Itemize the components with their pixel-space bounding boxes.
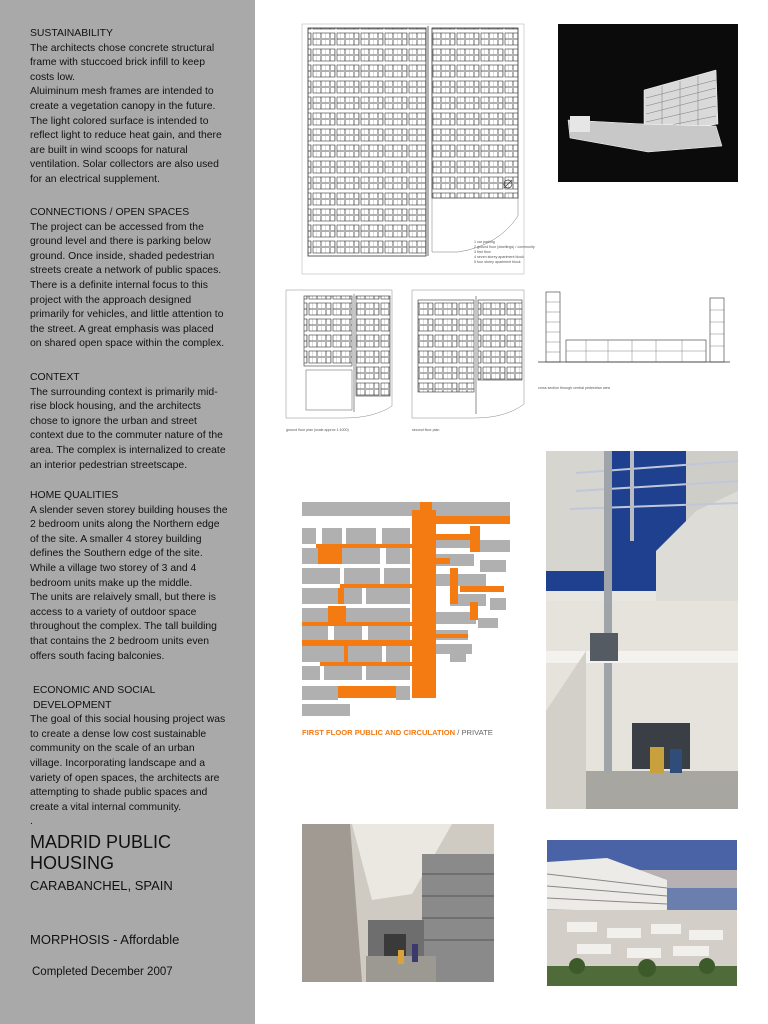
project-completed: Completed December 2007 (32, 966, 173, 978)
public-private-diagram (300, 498, 514, 744)
diagram-svg (300, 498, 514, 720)
economic-dot: . (30, 816, 33, 828)
caption-separator: / (455, 728, 462, 737)
street-photo (302, 824, 494, 982)
home-qualities-section (30, 489, 228, 664)
sidebar-panel (0, 0, 255, 1024)
caption-private: PRIVATE (461, 728, 493, 737)
sustainability-text-2: Aluiminum mesh frames are intended to create a vegetation canopy in the future. The light colored surface is intended to reflect light to reduce heat gain, and there are built in wind scoops for natural ventilation. Solar collectors are also used for an electrical supplement. (30, 86, 222, 185)
connections-section (30, 206, 228, 352)
ground-floor-caption: ground floor plan (scale approx 1:1000) (286, 428, 349, 432)
section-drawing (536, 284, 732, 396)
home-qualities-text-2: The units are relaively small, but there is access to a variety of outdoor space throughout the complex. The tall building that contains the 2 bedroom units even offers south facing balconies. (30, 592, 217, 662)
home-qualities-heading: HOME QUALITIES (30, 490, 119, 501)
second-floor-caption: second floor plan (412, 428, 440, 432)
ground-floor-plan (284, 286, 398, 434)
economic-heading: ECONOMIC AND SOCIAL DEVELOPMENT (33, 685, 156, 711)
sustainability-heading: SUSTAINABILITY (30, 28, 113, 39)
plan-caption-1: 1 car parking (474, 240, 495, 244)
economic-text: The goal of this social housing project was to create a dense low cost sustainable community on the scale of an urban village. Incorporating landscape and a variety of open spaces, the architects are attempting to shade public spaces and create a vital internal community. (30, 714, 226, 813)
diagram-caption (302, 728, 493, 737)
sustainability-section (30, 27, 228, 188)
second-floor-plan (410, 286, 528, 434)
site-plan-svg (288, 16, 526, 278)
context-heading: CONTEXT (30, 372, 80, 383)
plan-caption-3: 3 first floor (474, 250, 491, 254)
courtyard-photo (546, 451, 738, 809)
sustainability-text-1: The architects chose concrete structural frame with stuccoed brick infill to keep costs low. (30, 42, 215, 83)
project-architect: MORPHOSIS - Affordable (30, 932, 180, 947)
connections-text-2: There is a definite internal focus to this project with the approach designed primarily for vehicles, and little attention to the street. A great emphasis was placed on shared open space within the complex. (30, 279, 225, 350)
project-location: CARABANCHEL, SPAIN (30, 878, 173, 893)
model-photo (558, 24, 738, 182)
site-plan-drawing (288, 16, 535, 278)
plan-caption-4: 4 seven storey apartment block (474, 255, 524, 259)
aerial-photo (547, 840, 737, 986)
context-text: The surrounding context is primarily mid-rise block housing, and the architects chose to ignore the urban and street context due to the commuter nature of the area. The complex is internalized to create an interior pedestrian streetscape. (30, 386, 226, 471)
caption-public: FIRST FLOOR PUBLIC AND CIRCULATION (302, 728, 456, 737)
section-caption: cross section through central pedestrian area (538, 386, 610, 390)
project-title: MADRID PUBLIC HOUSING (30, 832, 172, 873)
connections-text-1: The project can be accessed from the ground level and there is parking below ground. Once inside, shaded pedestrian streets create a network of public spaces. (30, 221, 222, 277)
connections-heading: CONNECTIONS / OPEN SPACES (30, 207, 190, 218)
economic-section (30, 684, 228, 830)
plan-caption-2: 2 ground floor (dwellings) / community (474, 245, 535, 249)
context-section (30, 371, 228, 473)
home-qualities-text-1: A slender seven storey building houses the 2 bedroom units along the Northern edge of the site. A smaller 4 storey building defines the Southern edge of the site. While a village two storey of 3 and 4 bedroom units make up the middle. (30, 504, 228, 589)
plan-caption-5: 5 four storey apartment block (474, 260, 521, 264)
